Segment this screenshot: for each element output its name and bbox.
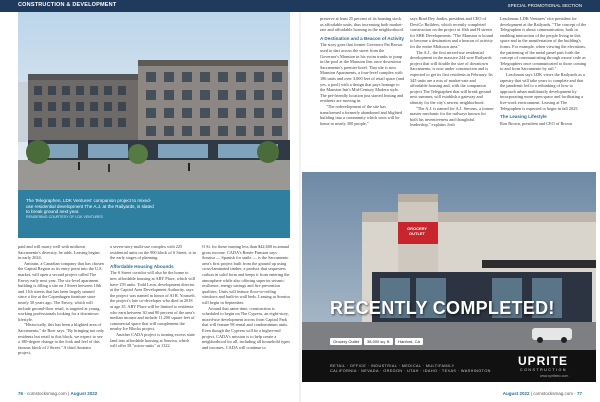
ad-badge-store: Grocery Outlet	[330, 338, 362, 345]
paragraph: says Brad Dey Jardin, president and CEO of DeviCo Builders, which recently completed construction on the project at 16th and H streets for SHK Developments. "The Mansion is bound to become a destination and a beacon of activity for the entire Midtown area."	[410, 16, 494, 49]
right-column-1	[320, 16, 404, 126]
right-footer-site: comstocksmag.com	[533, 391, 573, 396]
section-title: CONSTRUCTION & DEVELOPMENT	[18, 2, 117, 8]
subheading: The Leasing Lifestyle	[500, 114, 547, 120]
subheading: A Destination and a Beacon of Activity	[320, 35, 404, 41]
building-rendering	[18, 12, 290, 190]
hero-caption	[26, 198, 156, 220]
ad-badges	[330, 338, 423, 345]
paragraph: The S Street corridor will also be the home to new affordable housing at ARY Place, which will have 159 units. Todd Leon, development director at the Capitol Area Development Authority, says the project was named in honor of Al R. Youssefi, the project's late co-developer who died in 2018 at age 35. ARY Place will be limited to residents who earn between 30 and 80 percent of the area's median income and include 11,200 square feet of commercial space that will complement the nearby Ice Blocks project.	[110, 270, 196, 332]
paragraph: The story goes that former Governor Pat Brown used to dart across the street from the Governor's Mansion in his swim trunks to jump in the pool at the Mansion Inn, once downtown Sacramento's premier hotel. That site is now Mansion Apartments, a four-level complex with 186 units and over 3,000 feet of retail space (and yes, a pool) with a design that pays homage to the Mansion Inn's Mid-Century Modern style. The pet-friendly location just started leasing and residents are moving in.	[320, 42, 404, 104]
right-page-footer: August 2022 | comstocksmag.com · 77	[502, 391, 582, 396]
paragraph: "The A.J. is named for A.J. Stevens, a former master mechanic for the railways known for both his inventiveness and thoughtful leadership," explains Josh	[410, 105, 494, 128]
paragraph: O St. for those earning less than $42,600 in annual gross income. CADA's Renée Funston says Sonrisa — Spanish for smile — is the Sacramento area's first project built from the ground up using cross-laminated timber, a product that sequesters carbon in solid form and keeps it from entering the atmosphere while also offering superior seismic resilience, energy savings and fire prevention qualities. Units will feature floor-to-ceiling windows and built-in wall beds. Leasing at Sonrisa will begin in September.	[202, 244, 290, 305]
paragraph: Ron Brown, president and CEO of Brown	[500, 120, 573, 126]
paragraph: Around that same time, construction is scheduled to begin on The Cypress, an eight-story, mixed-use development across from Capitol Park that will feature 98 rental and condominium units. Even though the Cypress will be a higher-end project, CADA's mission is to help create a neighborhood for all, including all household types and incomes. CADA will continue to	[202, 305, 290, 350]
left-footer-site: comstocksmag.com	[27, 391, 67, 396]
paragraph: paid and will marry well with midtown Sacramento's diversity, he adds. Leasing begins in early 2024.	[18, 244, 100, 261]
paragraph: The A.J., the first mixed-use residential development in the massive 244-acre Railyards project that will double the size of downtown Sacramento, is now under construction and is expected to get its first residents in February. Its 345 units are a mix of market-rate and affordable housing and, with the companion project The Telegraphen that will break ground next summer, will establish a gateway and identity for the city's newest neighborhood.	[410, 49, 493, 105]
uprite-url: www.upriteinc.com	[540, 374, 569, 378]
section-header-bar	[0, 0, 600, 12]
ad-badge-size: 38,000 sq. ft.	[364, 338, 393, 345]
hero-rendering-image	[18, 12, 290, 190]
paragraph: Leachman says LDK views the Railyards as a tapestry that will take years to complete and that the pandemic led to a rethinking of how to approach urban multifamily development by incorporating more open space and facilitating a live-work environment. Leasing at The Telegraphen is expected to begin in fall 2025.	[500, 71, 585, 111]
caption-credit: RENDERING COURTESY OF LDK VENTURES	[26, 214, 103, 219]
ad-services: RETAIL · OFFICE · INDUSTRIAL · MEDICAL · MULTIFAMILY	[330, 364, 455, 368]
uprite-logo-sub: CONSTRUCTION	[520, 368, 567, 372]
paragraph: Leachman, LDK Ventures' vice president for development at the Railyards. "The concept of the Telegraphen is about communication, both in enabling interaction of the people living in this space and in the manifestation of the building's forms. For example, when viewing the elevations, the patterning of the metal panel puts forth the concept of communicating through morse code as Telegraphers once communicated to those coming to and from Sacramento by rail."	[500, 16, 587, 72]
left-page-footer: 76 · comstocksmag.com | August 2022	[18, 391, 98, 396]
special-section-label: SPECIAL PROMOTIONAL SECTION	[507, 2, 582, 8]
ad-headline: RECENTLY COMPLETED!	[330, 298, 555, 318]
store-sign: GROCERY OUTLET	[406, 226, 428, 236]
paragraph: a seven-story multi-use complex with 225 residential units on the 900 block of S Street, is in the early stages of planning.	[110, 244, 196, 261]
page-gutter	[299, 12, 301, 402]
left-footer-date: August 2022	[70, 391, 98, 396]
subheading: Affordable Housing Abounds	[110, 263, 174, 269]
ad-service-lines	[330, 364, 491, 374]
left-page-number: 76	[18, 391, 24, 396]
caption-text: The Telegraphen, LDK Ventures' companion project to mixed-use residential development The A.J. at the Railyards, is slated to break ground next year.	[26, 198, 154, 215]
right-column-2	[410, 16, 494, 128]
ad-badge-location: Hanford, CA	[395, 338, 423, 345]
right-column-3	[500, 16, 588, 126]
ad-states: CALIFORNIA · NEVADA · OREGON · UTAH · IDAHO · TEXAS · WASHINGTON	[330, 369, 491, 373]
paragraph: preserve at least 25 percent of its housing stock as affordable units, thus increasing both market-rate and affordable housing in the neighborhood.	[320, 16, 404, 33]
paragraph: Another CADA project is turning excess state land into affordable housing at Sonrisa, which will offer 58 "micro-units" at 1322	[110, 331, 195, 349]
left-column-2	[110, 244, 196, 349]
paragraph: "Historically, this has been a blighted area of Sacramento," de Boer says. "By bringing not only residents but retail to this block, we expect to see a 180-degree change to the look and feel of this famous block of J Street." A third Amtrain project,	[18, 322, 104, 356]
uprite-logo: UPRITE	[518, 354, 569, 368]
left-column-1	[18, 244, 104, 356]
paragraph: Amtrain, a Canadian company that has chosen the Capital Region as its entry point into the U.S. market, will open a second project called The Envoy early next year. The six-level apartment building is filling a site on J Street between 10th and 11th streets that has been largely unused since a fire at the Copenhagen furniture store nearly 30 years ago. The Envoy, which will include ground-floor retail, is targeted at young, working professionals looking for a downtown lifestyle.	[18, 260, 104, 322]
right-footer-date: August 2022	[502, 391, 530, 396]
right-page-number: 77	[576, 391, 582, 396]
left-column-3	[202, 244, 290, 350]
paragraph: "The redevelopment of the site has transformed a formerly abandoned and blighted building into a community which soon will be home to nearly 300 people,"	[320, 103, 402, 126]
